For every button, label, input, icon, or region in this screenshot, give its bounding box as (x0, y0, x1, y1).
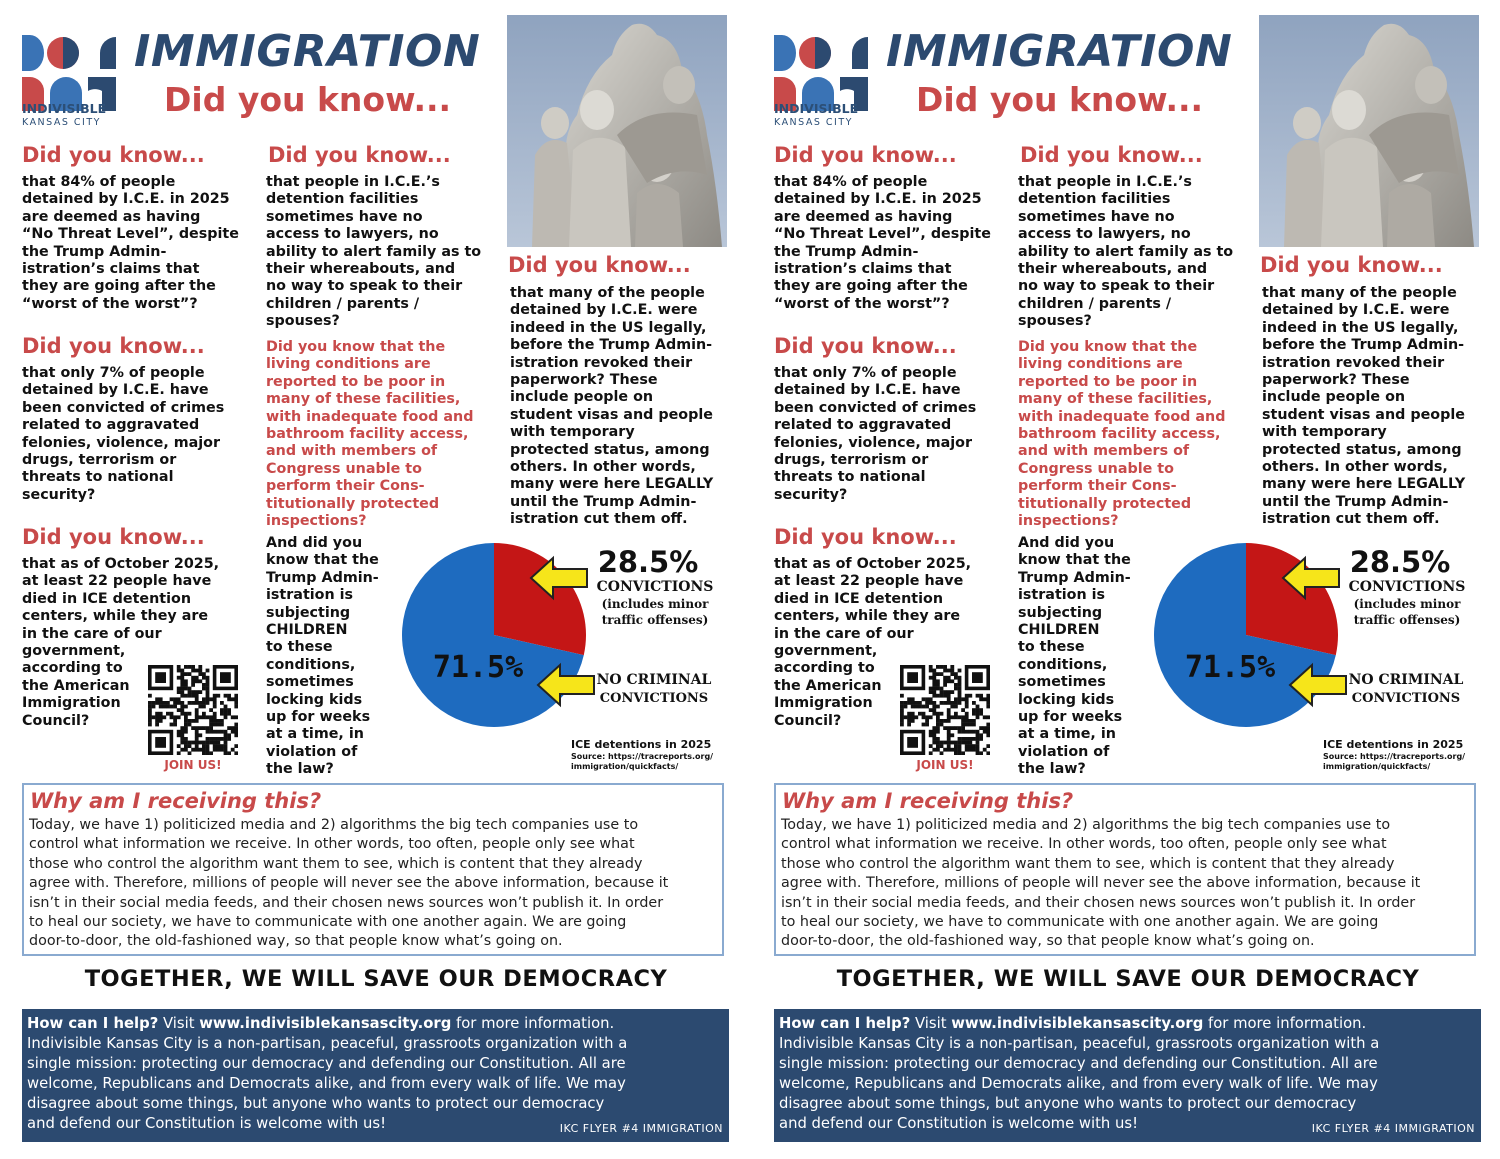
value-label-convictions: 28.5% (1349, 545, 1451, 579)
text-line: that only 7% of people (22, 365, 205, 381)
value-label-no-convictions: 71.5% (1184, 650, 1276, 685)
logo-line1: INDIVISIBLE (22, 101, 107, 116)
text-line: to heal our society, we have to communicate with one another again. We are going (29, 914, 627, 931)
qr-code-icon[interactable] (148, 665, 238, 755)
text-line: been convicted of crimes (22, 399, 225, 416)
text-line: titutionally protected (266, 495, 440, 512)
help-visit: Visit (910, 1015, 952, 1032)
text-line: istration cut them off. (510, 511, 688, 528)
value-label-convictions: 28.5% (597, 545, 699, 579)
text-line: And did you (266, 535, 363, 551)
text-line: door-to-door, the old-fashioned way, so that people know what’s going on. (781, 933, 1315, 950)
chart-source (571, 752, 731, 772)
text-line: their whereabouts, and (266, 261, 456, 278)
text-line: that as of October 2025, (774, 556, 972, 572)
text-line: paperwork? These (1262, 372, 1410, 389)
text-line: before the Trump Admin- (1262, 337, 1465, 354)
text-line: felonies, violence, major (774, 434, 973, 451)
text-line: access to lawyers, no (1018, 226, 1191, 243)
statue-photo-icon (1259, 15, 1479, 247)
text-line: “No Threat Level”, despite (22, 226, 239, 243)
text-line: conditions, (266, 656, 356, 673)
help-visit: Visit (158, 1015, 200, 1032)
website-link[interactable]: www.indivisiblekansascity.org (199, 1015, 452, 1032)
text-line: indeed in the US legally, (510, 319, 707, 336)
text-line: perform their Cons- (1018, 478, 1177, 495)
text-line: felonies, violence, major (22, 434, 221, 451)
text-line: inspections? (266, 513, 367, 530)
text-line: protected status, among (510, 441, 710, 458)
text-line: isn’t in their social media feeds, and their chosen news sources won’t publish it. In order (29, 894, 664, 911)
page-subtitle: Did you know... (164, 80, 452, 119)
qr-modules (900, 665, 990, 755)
text-line: sometimes have no (1018, 208, 1175, 225)
text-line: living conditions are (266, 356, 431, 373)
dyk-heading: Did you know... (774, 334, 957, 358)
text-line: Indivisible Kansas City is a non-partisan, peaceful, grassroots organization with a (779, 1035, 1380, 1052)
dyk-heading: Did you know... (22, 143, 205, 167)
text-line: related to aggravated (774, 417, 952, 434)
text-line: detained by I.C.E. were (510, 302, 698, 319)
text-line: that many of the people (510, 285, 705, 301)
text-line: istration’s claims that (774, 261, 952, 278)
text-line: detained by I.C.E. in 2025 (774, 191, 982, 208)
slice-label-no-convictions: CONVICTIONS (1351, 691, 1461, 706)
text-line: they are going after the (22, 278, 216, 295)
text-line: according to (774, 660, 875, 677)
text-line: the law? (1018, 761, 1086, 778)
slice-label-no-convictions: NO CRIMINAL (596, 672, 712, 688)
text-line: with temporary (1262, 424, 1387, 441)
detentions-pie-chart (1150, 535, 1490, 735)
qr-modules (148, 665, 238, 755)
text-line: Immigration (774, 695, 873, 712)
why-section (774, 783, 1476, 956)
page-subtitle: Did you know... (916, 80, 1204, 119)
help-after: for more information. (1203, 1015, 1367, 1032)
text-line: access to lawyers, no (266, 226, 439, 243)
text-line: Congress unable to (266, 460, 422, 477)
text-line: at a time, in (1018, 726, 1116, 743)
flyer-right (752, 0, 1500, 1159)
dyk-text-lawyers (1018, 174, 1246, 331)
text-line: istration revoked their (510, 354, 693, 371)
flyer-tag: IKC FLYER #4 IMMIGRATION (559, 1122, 723, 1135)
text-line: with temporary (510, 424, 635, 441)
join-us-label[interactable]: JOIN US! (916, 758, 974, 772)
why-section (22, 783, 724, 956)
text-line: protected status, among (1262, 441, 1462, 458)
text-line: Today, we have 1) politicized media and 2) algorithms the big tech companies use to (29, 817, 639, 833)
text-line: many were here LEGALLY (510, 476, 714, 493)
text-line: agree with. Therefore, millions of people will never see the above information, because it (781, 875, 1421, 892)
text-line: subjecting (266, 604, 351, 621)
text-line: Today, we have 1) politicized media and 2) algorithms the big tech companies use to (781, 817, 1391, 833)
text-line: and defend our Constitution is welcome with us! (27, 1115, 387, 1132)
text-line: that 84% of people (774, 174, 928, 190)
help-body (27, 1014, 724, 1134)
chart-title: ICE detentions in 2025 (1323, 738, 1464, 751)
help-question: How can I help? (779, 1015, 911, 1032)
text-line: Indivisible Kansas City is a non-partisan, peaceful, grassroots organization with a (27, 1035, 628, 1052)
text-line: the American (22, 677, 130, 694)
help-text (779, 1034, 1476, 1134)
dyk-text-convictions (774, 365, 1006, 504)
dyk-text-children (1018, 535, 1148, 779)
text-line: spouses? (266, 313, 340, 330)
text-line: before the Trump Admin- (510, 337, 713, 354)
text-line: they are going after the (774, 278, 968, 295)
text-line: government, (774, 643, 878, 660)
text-line: that many of the people (1262, 285, 1457, 301)
text-line: ability to alert family as to (266, 243, 482, 260)
text-line: control what information we receive. In other words, too often, people only see what (781, 836, 1387, 853)
text-line: centers, while they are (774, 608, 961, 625)
text-line: single mission: protecting our democracy and defending our Constitution. All are (779, 1055, 1378, 1072)
text-line: with inadequate food and (266, 408, 474, 425)
text-line: to these (266, 639, 333, 656)
text-line: up for weeks (1018, 709, 1123, 726)
text-line: at a time, in (266, 726, 364, 743)
logo-line2: KANSAS CITY (774, 117, 853, 128)
text-line: and with members of (1018, 443, 1190, 460)
text-line: spouses? (1018, 313, 1092, 330)
text-line: according to (22, 660, 123, 677)
text-line: bathroom facility access, (1018, 426, 1221, 443)
logo-line1: INDIVISIBLE (774, 101, 859, 116)
text-line: disagree about some things, but anyone who wants to protect our democracy (27, 1095, 605, 1112)
slice-label-no-convictions: NO CRIMINAL (1348, 672, 1464, 688)
text-line: single mission: protecting our democracy and defending our Constitution. All are (27, 1055, 626, 1072)
dyk-heading: Did you know... (268, 143, 451, 167)
text-line: those who control the algorithm want them to see, which is content that they already (29, 855, 643, 872)
text-line: others. In other words, (1262, 459, 1448, 476)
text-line: istration is (1018, 587, 1106, 604)
text-line: no way to speak to their (266, 278, 463, 295)
why-title: Why am I receiving this? (782, 789, 1074, 813)
text-line: know that the (266, 552, 379, 569)
text-line: in the care of our (774, 625, 914, 642)
text-line: istration cut them off. (1262, 511, 1440, 528)
text-line: the American (774, 677, 882, 694)
text-line: perform their Cons- (266, 478, 425, 495)
website-link[interactable]: www.indivisiblekansascity.org (951, 1015, 1204, 1032)
text-line: subjecting (1018, 604, 1103, 621)
text-line: locking kids (1018, 691, 1115, 708)
text-line: immigration/quickfacts/ (1323, 762, 1431, 771)
text-line: the law? (266, 761, 334, 778)
text-line: children / parents / (266, 295, 420, 312)
text-line: include people on (1262, 389, 1406, 406)
text-line: died in ICE detention (774, 590, 944, 607)
page-title: IMMIGRATION (886, 26, 1233, 77)
slice-label-convictions: CONVICTIONS (596, 579, 714, 595)
text-line: many were here LEGALLY (1262, 476, 1466, 493)
text-line: know that the (1018, 552, 1131, 569)
text-line: titutionally protected (1018, 495, 1192, 512)
qr-code-icon[interactable] (900, 665, 990, 755)
text-line: reported to be poor in (266, 373, 446, 390)
text-line: at least 22 people have (774, 573, 964, 590)
text-line: to these (1018, 639, 1085, 656)
text-line: threats to national (22, 469, 174, 486)
text-line: “No Threat Level”, despite (774, 226, 991, 243)
text-line: violation of (266, 743, 358, 760)
text-line: paperwork? These (510, 372, 658, 389)
flyer-tag: IKC FLYER #4 IMMIGRATION (1311, 1122, 1475, 1135)
slice-label-convictions-note: (includes minor (1353, 597, 1461, 611)
text-line: security? (22, 486, 96, 503)
text-line: up for weeks (266, 709, 371, 726)
text-line: locking kids (266, 691, 363, 708)
dyk-heading: Did you know... (1020, 143, 1203, 167)
together-slogan: TOGETHER, WE WILL SAVE OUR DEMOCRACY (84, 966, 668, 992)
why-title: Why am I receiving this? (30, 789, 322, 813)
text-line: “worst of the worst”? (22, 295, 198, 312)
dyk-text-no-threat (22, 174, 254, 313)
text-line: detention facilities (1018, 191, 1171, 208)
text-line: and with members of (266, 443, 438, 460)
text-line: until the Trump Admin- (510, 493, 697, 510)
help-section (22, 1009, 729, 1142)
dyk-text-conditions (1018, 339, 1246, 530)
help-body (779, 1014, 1476, 1134)
text-line: Trump Admin- (266, 569, 379, 586)
text-line: others. In other words, (510, 459, 696, 476)
text-line: door-to-door, the old-fashioned way, so that people know what’s going on. (29, 933, 563, 950)
dyk-text-legal-status (1262, 285, 1490, 529)
text-line: ability to alert family as to (1018, 243, 1234, 260)
text-line: that 84% of people (22, 174, 176, 190)
dyk-text-conditions (266, 339, 494, 530)
text-line: children / parents / (1018, 295, 1172, 312)
text-line: Trump Admin- (1018, 569, 1131, 586)
slice-label-convictions-note: (includes minor (601, 597, 709, 611)
text-line: detained by I.C.E. have (774, 382, 961, 399)
text-line: that people in I.C.E.’s (266, 174, 440, 190)
dyk-heading: Did you know... (22, 525, 205, 549)
text-line: detained by I.C.E. in 2025 (22, 191, 230, 208)
chart-title: ICE detentions in 2025 (571, 738, 712, 751)
text-line: Source: https://tracreports.org/ (1323, 752, 1466, 761)
text-line: welcome, Republicans and Democrats alike, and from every walk of life. We may (27, 1075, 626, 1092)
text-line: Council? (774, 712, 842, 729)
text-line: student visas and people (510, 406, 713, 423)
text-line: CHILDREN (1018, 622, 1100, 639)
detentions-pie-chart (398, 535, 738, 735)
text-line: many of these facilities, (1018, 391, 1213, 408)
text-line: many of these facilities, (266, 391, 461, 408)
chart-source (1323, 752, 1483, 772)
text-line: reported to be poor in (1018, 373, 1198, 390)
dyk-heading: Did you know... (774, 525, 957, 549)
text-line: detained by I.C.E. have (22, 382, 209, 399)
text-line: And did you (1018, 535, 1115, 551)
text-line: Did you know that the (1018, 339, 1198, 355)
text-line: “worst of the worst”? (774, 295, 950, 312)
dyk-text-children (266, 535, 396, 779)
value-label-no-convictions: 71.5% (432, 650, 524, 685)
text-line: istration revoked their (1262, 354, 1445, 371)
help-question: How can I help? (27, 1015, 159, 1032)
dyk-text-no-threat (774, 174, 1006, 313)
text-line: are deemed as having (22, 208, 201, 225)
text-line: control what information we receive. In other words, too often, people only see what (29, 836, 635, 853)
text-line: indeed in the US legally, (1262, 319, 1459, 336)
text-line: at least 22 people have (22, 573, 212, 590)
slice-label-no-convictions: CONVICTIONS (599, 691, 709, 706)
text-line: that as of October 2025, (22, 556, 220, 572)
text-line: related to aggravated (22, 417, 200, 434)
text-line: Did you know that the (266, 339, 446, 355)
text-line: Council? (22, 712, 90, 729)
join-us-label[interactable]: JOIN US! (164, 758, 222, 772)
text-line: immigration/quickfacts/ (571, 762, 679, 771)
text-line: until the Trump Admin- (1262, 493, 1449, 510)
text-line: that people in I.C.E.’s (1018, 174, 1192, 190)
text-line: the Trump Admin- (22, 243, 167, 260)
text-line: include people on (510, 389, 654, 406)
slice-label-convictions-note: traffic offenses) (601, 613, 709, 627)
text-line: isn’t in their social media feeds, and their chosen news sources won’t publish it. In order (781, 894, 1416, 911)
text-line: living conditions are (1018, 356, 1183, 373)
text-line: detained by I.C.E. were (1262, 302, 1450, 319)
text-line: died in ICE detention (22, 590, 192, 607)
text-line: inspections? (1018, 513, 1119, 530)
text-line: security? (774, 486, 848, 503)
text-line: istration is (266, 587, 354, 604)
text-line: drugs, terrorism or (774, 452, 929, 469)
text-line: Congress unable to (1018, 460, 1174, 477)
text-line: sometimes (266, 674, 354, 691)
logo-line2: KANSAS CITY (22, 117, 101, 128)
text-line: agree with. Therefore, millions of people will never see the above information, because it (29, 875, 669, 892)
dyk-text-convictions (22, 365, 254, 504)
text-line: that only 7% of people (774, 365, 957, 381)
together-slogan: TOGETHER, WE WILL SAVE OUR DEMOCRACY (836, 966, 1420, 992)
why-body (29, 816, 721, 952)
text-line: their whereabouts, and (1018, 261, 1208, 278)
statue-photo-icon (507, 15, 727, 247)
text-line: government, (22, 643, 126, 660)
text-line: the Trump Admin- (774, 243, 919, 260)
text-line: and defend our Constitution is welcome with us! (779, 1115, 1139, 1132)
why-body (781, 816, 1473, 952)
text-line: centers, while they are (22, 608, 209, 625)
text-line: CHILDREN (266, 622, 348, 639)
text-line: welcome, Republicans and Democrats alike, and from every walk of life. We may (779, 1075, 1378, 1092)
text-line: sometimes have no (266, 208, 423, 225)
text-line: are deemed as having (774, 208, 953, 225)
text-line: in the care of our (22, 625, 162, 642)
dyk-heading: Did you know... (1260, 253, 1443, 277)
text-line: violation of (1018, 743, 1110, 760)
slice-label-convictions: CONVICTIONS (1348, 579, 1466, 595)
text-line: istration’s claims that (22, 261, 200, 278)
dyk-text-lawyers (266, 174, 494, 331)
text-line: disagree about some things, but anyone who wants to protect our democracy (779, 1095, 1357, 1112)
text-line: student visas and people (1262, 406, 1465, 423)
text-line: no way to speak to their (1018, 278, 1215, 295)
text-line: Source: https://tracreports.org/ (571, 752, 714, 761)
text-line: been convicted of crimes (774, 399, 977, 416)
text-line: conditions, (1018, 656, 1108, 673)
text-line: drugs, terrorism or (22, 452, 177, 469)
dyk-text-legal-status (510, 285, 738, 529)
text-line: bathroom facility access, (266, 426, 469, 443)
slice-label-convictions-note: traffic offenses) (1353, 613, 1461, 627)
help-section (774, 1009, 1481, 1142)
text-line: sometimes (1018, 674, 1106, 691)
text-line: to heal our society, we have to communicate with one another again. We are going (781, 914, 1379, 931)
help-after: for more information. (451, 1015, 615, 1032)
page-title: IMMIGRATION (134, 26, 481, 77)
text-line: with inadequate food and (1018, 408, 1226, 425)
text-line: detention facilities (266, 191, 419, 208)
dyk-heading: Did you know... (508, 253, 691, 277)
text-line: threats to national (774, 469, 926, 486)
dyk-heading: Did you know... (774, 143, 957, 167)
dyk-heading: Did you know... (22, 334, 205, 358)
text-line: Immigration (22, 695, 121, 712)
help-text (27, 1034, 724, 1134)
text-line: those who control the algorithm want them to see, which is content that they already (781, 855, 1395, 872)
